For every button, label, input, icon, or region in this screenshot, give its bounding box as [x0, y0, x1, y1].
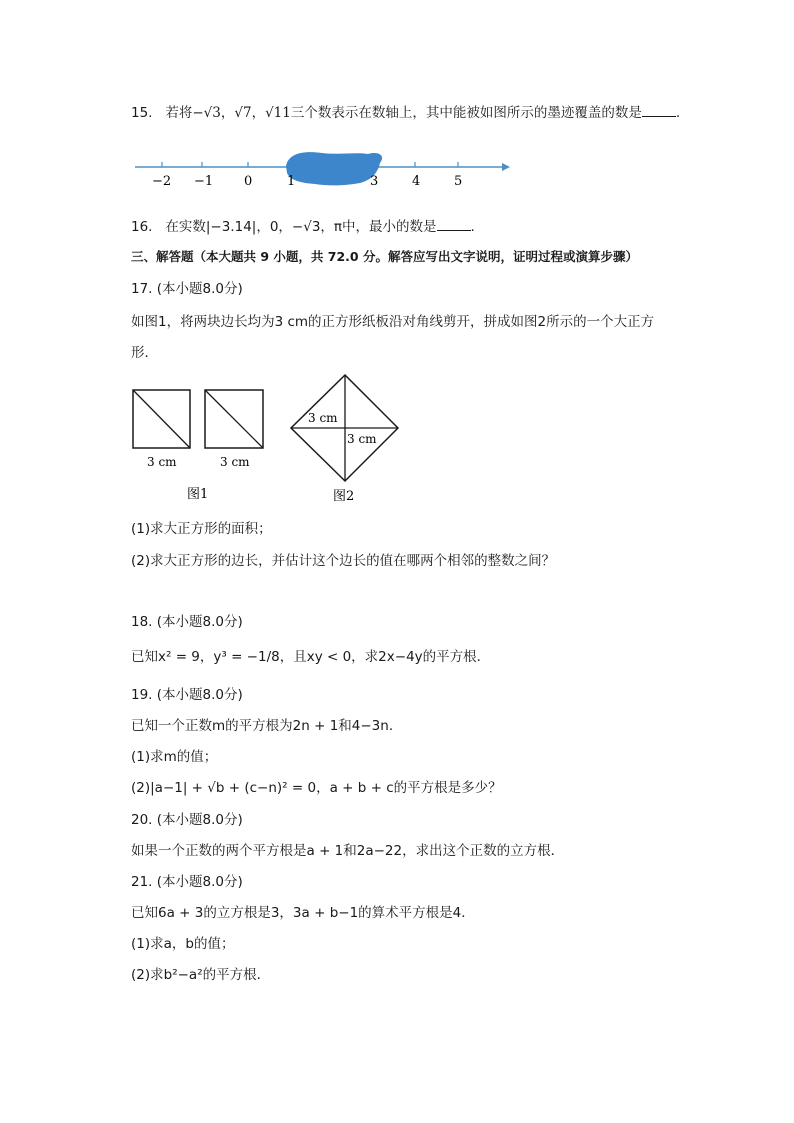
- q17-sub2: (2)求大正方形的边长，并估计这个边长的值在哪两个相邻的整数之间？: [131, 553, 556, 569]
- q20-header: 20. (本小题8.0分): [131, 812, 243, 828]
- tick-label-0: 0: [244, 174, 253, 189]
- fig2-label-a: 3 cm: [308, 411, 338, 425]
- q17-line1: 如图1，将两块边长均为3 cm的正方形纸板沿对角线剪开，拼成如图2所示的一个大正方: [131, 314, 655, 330]
- fig1-diagonal-a: [133, 390, 190, 448]
- tick-label-4: 4: [412, 174, 421, 189]
- fig1-caption: 图1: [187, 487, 209, 502]
- q16-text: 在实数|−3.14|，0，−√3，π中，最小的数是: [165, 219, 437, 235]
- q15-answer-blank: [642, 104, 676, 117]
- q17-line2: 形．: [131, 345, 158, 361]
- q17-figures: [125, 372, 415, 510]
- q17-header: 17. (本小题8.0分): [131, 281, 243, 297]
- q15-text-b: 三个数表示在数轴上，其中能被如图所示的墨迹覆盖的数是: [290, 105, 642, 121]
- q17-sub1: (1)求大正方形的面积；: [131, 521, 272, 537]
- ink-blot-icon: [286, 152, 382, 185]
- tick-label-3: 3: [370, 174, 379, 189]
- q21-sub2: (2)求b²−a²的平方根．: [131, 967, 271, 983]
- tick-label-1: 1: [287, 174, 296, 189]
- q21-sub1: (1)求a，b的值；: [131, 936, 235, 952]
- q18-text: 已知x² = 9，y³ = −1/8，且xy < 0，求2x−4y的平方根．: [131, 649, 491, 665]
- fig1-label-b: 3 cm: [220, 455, 250, 469]
- q16-number: 16.: [131, 219, 153, 235]
- q15-end: .: [675, 105, 681, 121]
- q15-number: 15.: [131, 105, 153, 121]
- tick-label-neg2: −2: [152, 174, 172, 189]
- fig1-label-a: 3 cm: [147, 455, 177, 469]
- fig2-caption: 图2: [333, 489, 355, 504]
- q16-answer-blank: [437, 218, 471, 231]
- q15-line: 15. 若将−√3，√7，√11三个数表示在数轴上，其中能被如图所示的墨迹覆盖的数是 .: [131, 105, 681, 121]
- tick-label-neg1: −1: [194, 174, 214, 189]
- q19-sub1: (1)求m的值；: [131, 749, 218, 765]
- number-line-figure: [130, 145, 520, 190]
- tick-label-5: 5: [454, 174, 463, 189]
- q15-val2: √7: [234, 105, 252, 121]
- q15-val1: −√3: [192, 105, 221, 121]
- fig2-label-b: 3 cm: [347, 432, 377, 446]
- q18-header: 18. (本小题8.0分): [131, 614, 243, 630]
- q16-line: [131, 218, 475, 236]
- q19-sub2: (2)|a−1| + √b + (c−n)² = 0，a + b + c的平方根是多少？: [131, 780, 502, 796]
- fig1-diagonal-b: [205, 390, 263, 448]
- q20-text: 如果一个正数的两个平方根是a + 1和2a−22，求出这个正数的立方根．: [131, 843, 565, 859]
- q15-text-a: 若将: [165, 105, 193, 121]
- q19-line1: 已知一个正数m的平方根为2n + 1和4−3n．: [131, 718, 403, 734]
- q19-header: 19. (本小题8.0分): [131, 687, 243, 703]
- q21-line1: 已知6a + 3的立方根是3，3a + b−1的算术平方根是4．: [131, 905, 475, 921]
- q21-header: 21. (本小题8.0分): [131, 874, 243, 890]
- q16-end: .: [470, 219, 475, 235]
- section3-heading: 三、解答题（本大题共 9 小题，共 72.0 分。解答应写出文字说明，证明过程或演算步骤）: [131, 249, 638, 264]
- q15-val3: √11: [265, 105, 291, 121]
- axis-arrow: [502, 163, 510, 171]
